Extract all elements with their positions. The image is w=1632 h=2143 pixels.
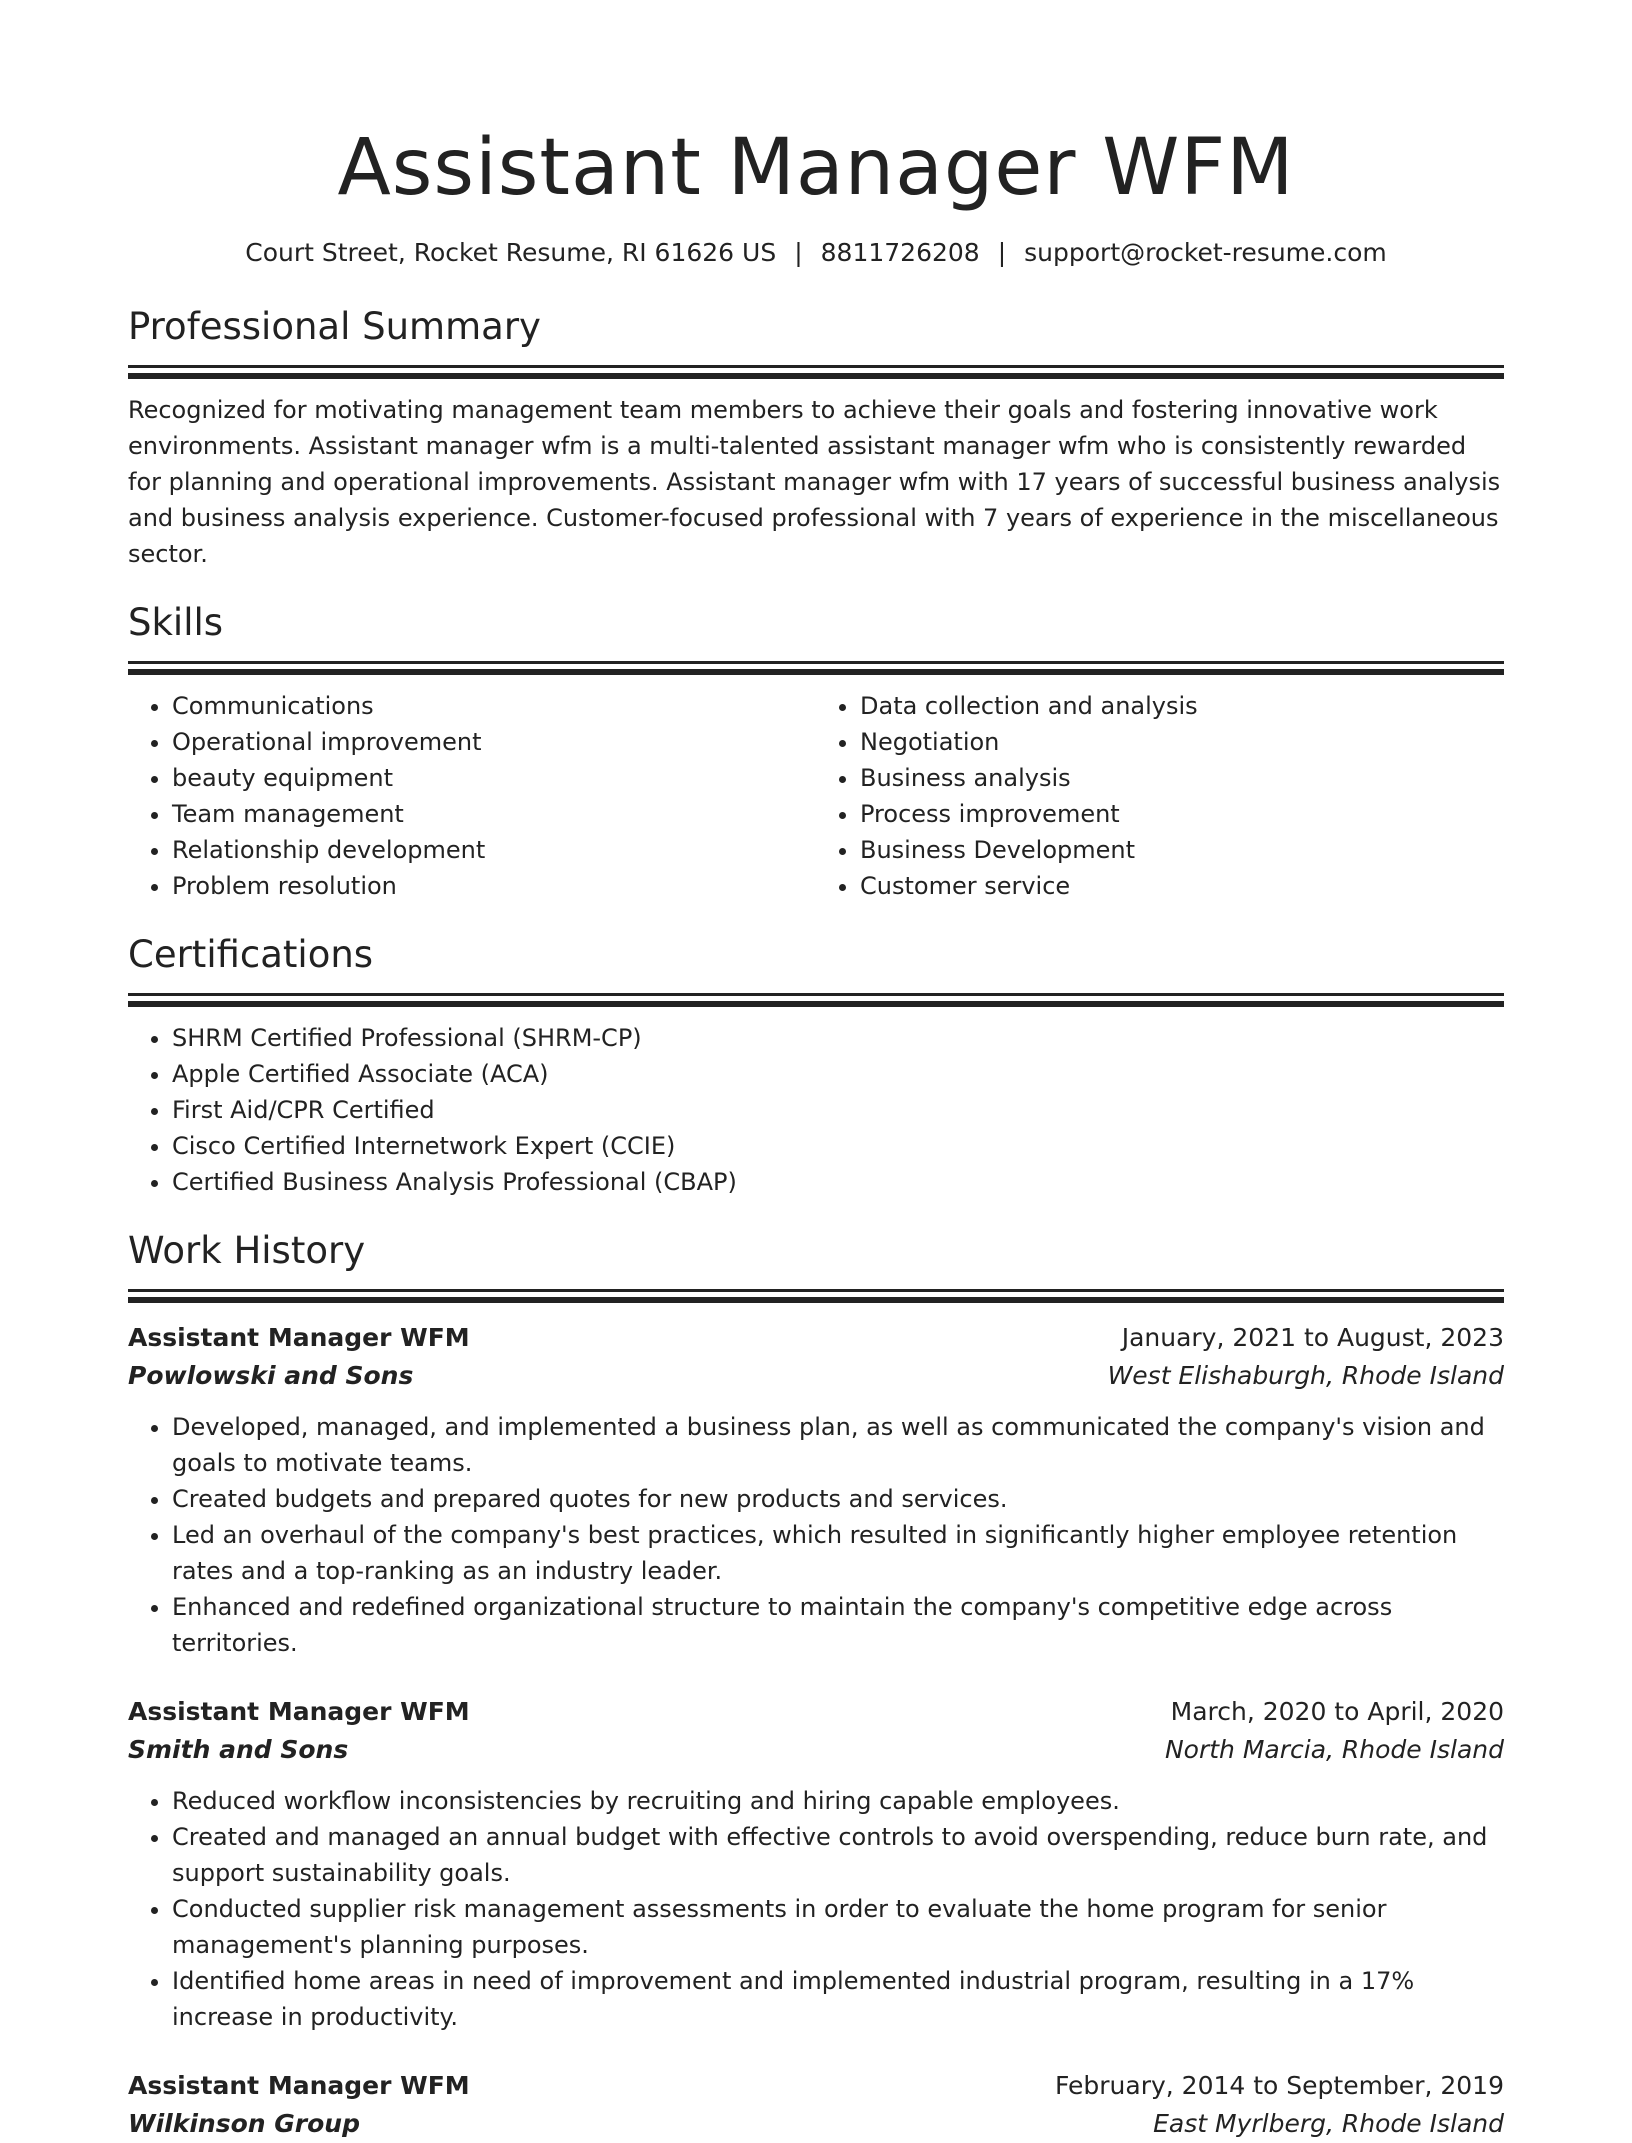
job-bullets [128,1409,1504,1661]
contact-email: support@rocket-resume.com [1024,238,1387,267]
job-header [128,1319,1504,1357]
skill-item: • Communications [172,688,816,724]
skills-right-list [816,688,1504,904]
job-title: Assistant Manager WFM [128,1697,470,1726]
certifications-section [128,931,1504,1200]
certification-item: • SHRM Certified Professional (SHRM-CP) [172,1020,1504,1056]
section-divider [128,993,1504,996]
section-divider-thick [128,373,1504,379]
job-bullet: • Conducted supplier risk management assessments in order to evaluate the home program for senior management's planning purposes. [172,1891,1504,1963]
skill-item: • Data collection and analysis [860,688,1504,724]
contact-separator: | [794,238,803,267]
section-divider [128,1289,1504,1292]
job-location: West Elishaburgh, Rhode Island [1107,1361,1504,1390]
skill-item: • Customer service [860,868,1504,904]
skill-item: • Problem resolution [172,868,816,904]
job-subheader [128,2105,1504,2143]
job-bullet: • Reduced workflow inconsistencies by recruiting and hiring capable employees. [172,1783,1504,1819]
job-bullet: • Created and managed an annual budget with effective controls to avoid overspending, reduce burn rate, and support sustainability goals. [172,1819,1504,1891]
work-history-section [128,1227,1504,2143]
skill-item: • beauty equipment [172,760,816,796]
certifications-list [128,1020,1504,1200]
certification-item: • Apple Certified Associate (ACA) [172,1056,1504,1092]
summary-section [128,303,1504,572]
job-title: Assistant Manager WFM [128,2071,470,2100]
job-title: Assistant Manager WFM [128,1323,470,1352]
skills-title: Skills [128,601,224,644]
skill-item: • Operational improvement [172,724,816,760]
section-divider-thick [128,669,1504,675]
job-company: Wilkinson Group [128,2109,360,2138]
job-dates: January, 2021 to August, 2023 [1121,1323,1504,1352]
skill-item: • Relationship development [172,832,816,868]
contact-line [128,236,1504,270]
job-subheader [128,1731,1504,1769]
job-company: Smith and Sons [128,1735,349,1764]
resume-name: Assistant Manager WFM [337,123,1295,213]
skill-item: • Business Development [860,832,1504,868]
skill-item: • Process improvement [860,796,1504,832]
certification-item: • Cisco Certified Internetwork Expert (CCIE) [172,1128,1504,1164]
work-history-title: Work History [128,1229,366,1272]
certifications-title: Certifications [128,933,374,976]
skill-item: • Negotiation [860,724,1504,760]
job-dates: March, 2020 to April, 2020 [1170,1697,1504,1726]
job-entry [128,1693,1504,2035]
section-divider [128,661,1504,664]
job-entry [128,2067,1504,2143]
contact-phone: 8811726208 [820,238,980,267]
summary-text: Recognized for motivating management team members to achieve their goals and fostering innovative work environments. Assistant manager wfm is a multi-talented assistant manager wfm who is consistently rewarded for planning and operational improvements. Assistant manager wfm with 17 years of successful business analysis and business analysis experience. Customer-focused professional with 7 years of experience in the miscellaneous sector. [128,396,1501,568]
job-header [128,1693,1504,1731]
resume-page [128,0,1504,2143]
section-divider [128,365,1504,368]
summary-title: Professional Summary [128,305,541,348]
section-divider-thick [128,1001,1504,1007]
skill-item: • Business analysis [860,760,1504,796]
certification-item: • Certified Business Analysis Professional (CBAP) [172,1164,1504,1200]
job-company: Powlowski and Sons [128,1361,414,1390]
skills-grid [128,688,1504,904]
job-subheader [128,1357,1504,1395]
contact-separator: | [997,238,1007,267]
skills-section [128,599,1504,904]
job-bullet: • Created budgets and prepared quotes for new products and services. [172,1481,1504,1517]
skills-left-list [128,688,816,904]
skill-item: • Team management [172,796,816,832]
job-entry [128,1319,1504,1661]
job-bullet: • Enhanced and redefined organizational structure to maintain the company's competitive edge across territories. [172,1589,1504,1661]
job-bullet: • Developed, managed, and implemented a business plan, as well as communicated the company's vision and goals to motivate teams. [172,1409,1504,1481]
job-header [128,2067,1504,2105]
section-divider-thick [128,1297,1504,1303]
job-bullet: • Identified home areas in need of improvement and implemented industrial program, resulting in a 17% increase in productivity. [172,1963,1504,2035]
job-dates: February, 2014 to September, 2019 [1055,2071,1504,2100]
job-bullet: • Led an overhaul of the company's best practices, which resulted in significantly higher employee retention rates and a top-ranking as an industry leader. [172,1517,1504,1589]
job-bullets [128,1783,1504,2035]
job-location: North Marcia, Rhode Island [1164,1735,1504,1764]
contact-address: Court Street, Rocket Resume, RI 61626 US [245,238,777,267]
certification-item: • First Aid/CPR Certified [172,1092,1504,1128]
job-location: East Myrlberg, Rhode Island [1153,2109,1504,2138]
